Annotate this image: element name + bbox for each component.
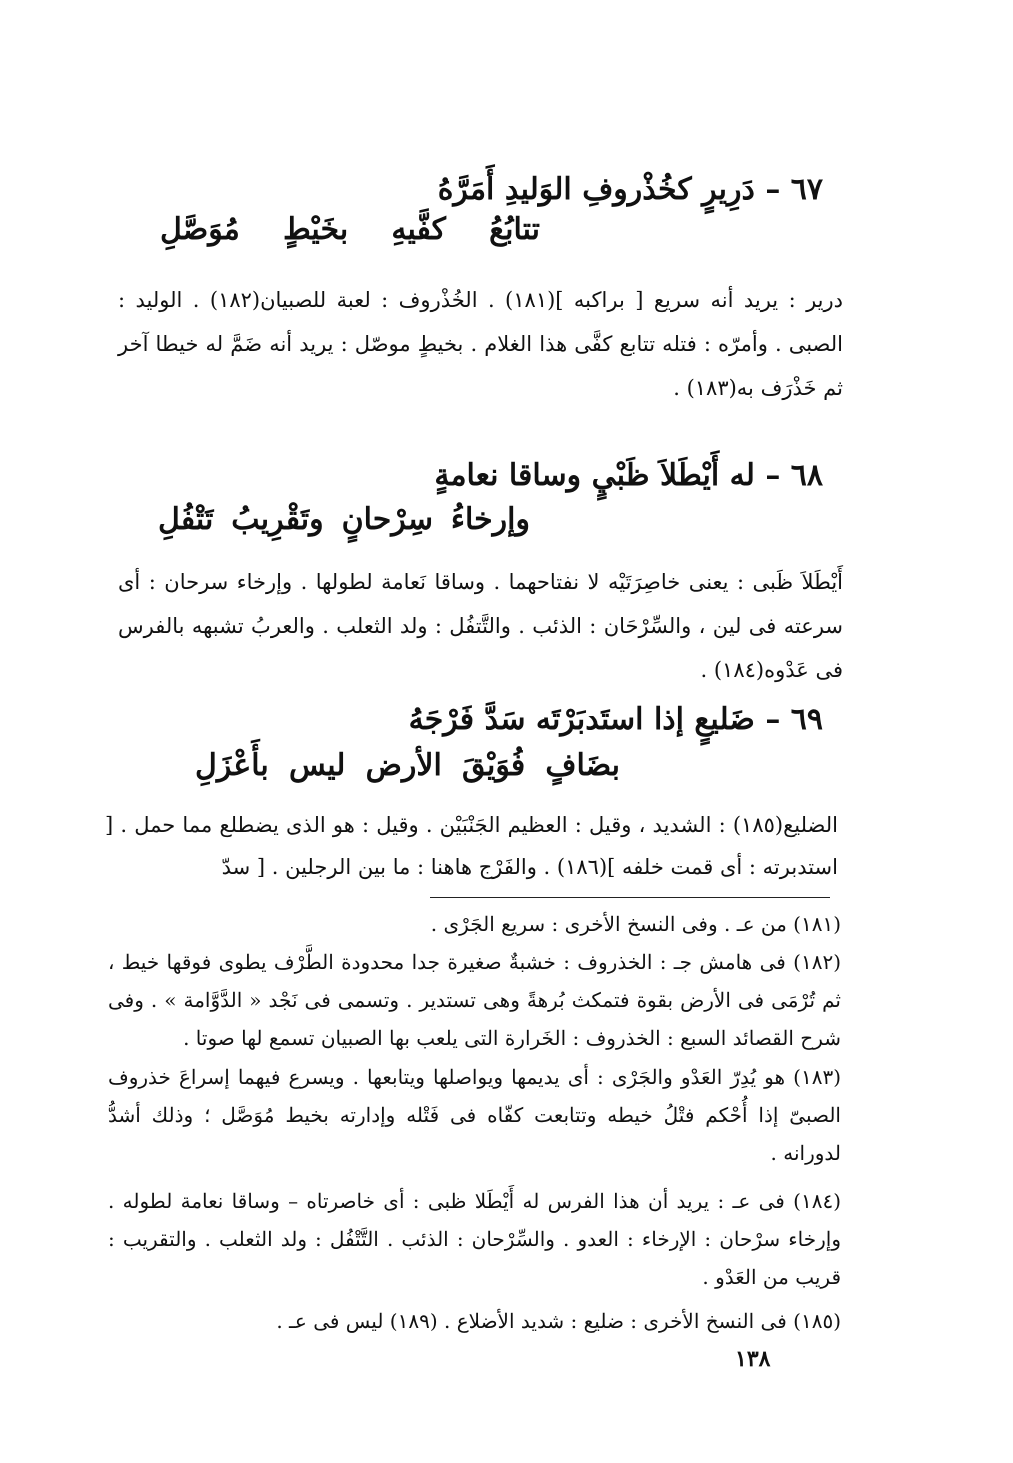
verse-number: ٦٧ – <box>765 172 823 207</box>
word: تتابُعُ <box>489 212 540 247</box>
hemistich-text: دَرِيرٍ كخُذْروفِ الوَليدِ أَمَرَّهُ <box>437 172 755 207</box>
word: وتَقْرِيبُ <box>231 502 324 537</box>
word: بخَيْطٍ <box>282 212 349 247</box>
verse-68-second-hemistich <box>158 502 530 537</box>
verse-69-first-hemistich <box>409 702 823 737</box>
word: الأرض <box>365 748 442 783</box>
verse-68-first-hemistich <box>434 458 823 493</box>
word: بضَافٍ <box>545 748 620 783</box>
footnote-separator <box>430 897 830 898</box>
word: بأَعْزَلِ <box>195 748 269 783</box>
footnote-181: (١٨١) من عـ . وفى النسخ الأخرى : سريع الجَرْى . <box>430 912 841 936</box>
hemistich-text: ضَليعٍ إذا استَدبَرْتَه سَدَّ فَرْجَهُ <box>408 702 755 737</box>
word: تَتْفُلِ <box>158 502 214 537</box>
word: سِرْحانٍ <box>341 502 433 537</box>
word: فُوَيْقَ <box>461 748 526 783</box>
word: ليس <box>288 748 346 783</box>
verse-69-commentary: الضليع(١٨٥) : الشديد ، وقيل : العظيم الجَنْبَيْن . وقيل : هو الذى يضطلع مما حمل . [ استدبرته : أى قمت خلفه ](١٨٦) . والفَرْج هاهنا : ما بين الرجلين . [ سدّ <box>105 813 838 879</box>
page-number: ١٣٨ <box>735 1346 771 1372</box>
word: وإرخاءُ <box>450 502 530 537</box>
footnote-184: (١٨٤) فى عـ : يريد أن هذا الفرس له أَيْطَلا ظبى : أى خاصرتاه – وساقا نعامة لطوله . وإرخاء سرْحان : الإرخاء : العدو . والسِّرْحان : الذئب . التَّتْفُل : ولد الثعلب . والتقريب : قريب من العَدْو . <box>108 1189 841 1289</box>
verse-67-commentary: درير : يريد أنه سريع [ براكبه ](١٨١) . الخُذْروف : لعبة للصبيان(١٨٢) . الوليد : الصبى . وأمرّه : فتله تتابع كفَّى هذا الغلام . بخيطٍ موصّل : يريد أنه ضَمَّ له خيطا آخر ثم خَذْرَف به(١٨٣) . <box>118 288 844 400</box>
verse-number: ٦٩ – <box>765 702 823 737</box>
footnote-183: (١٨٣) هو يُدِرّ العَدْو والجَرْى : أى يديمها ويواصلها ويتابعها . ويسرع فيهما إسراعَ خذروف الصبىّ إذا أُحْكم فتْلُ خيطه وتتابعت كفّاه فى فَتْله وإدارته بخيط مُوَصَّل ؛ وذلك أشدُّ لدورانه . <box>108 1065 841 1165</box>
verse-67-second-hemistich <box>160 212 540 247</box>
footnote-185: (١٨٥) فى النسخ الأخرى : ضليع : شديد الأضلاع . (١٨٩) ليس فى عـ . <box>276 1309 841 1333</box>
footnote-182: (١٨٢) فى هامش جـ : الخذروف : خشبةٌ صغيرة جدا محدودة الطَّرْف يطوى فوقها خيط ، ثم تُرْمَى فى الأرض بقوة فتمكث بُرهةً وهى تستدير . وتسمى فى نَجْد « الدَّوَّامة » . وفى شرح القصائد السبع : الخذروف : الخَرارة التى يلعب بها الصبيان تسمع لها صوتا . <box>108 950 841 1050</box>
word: مُوَصَّلِ <box>160 212 240 247</box>
verse-69-second-hemistich <box>195 748 620 783</box>
hemistich-text: له أَيْطَلاَ ظَبْيٍ وساقا نعامةٍ <box>434 458 755 493</box>
word: كفَّيهِ <box>391 212 446 247</box>
verse-67-first-hemistich <box>438 172 823 207</box>
verse-number: ٦٨ – <box>765 458 823 493</box>
verse-68-commentary: أَيْطَلاَ ظَبى : يعنى خاصِرَتَيْه لا نفتاحهما . وساقا نَعامة لطولها . وإرخاء سرحان : أى سرعته فى لين ، والسِّرْحَان : الذئب . والتَّتفُل : ولد الثعلب . والعربُ تشبهه بالفرس فى عَدْوه(١٨٤) . <box>118 570 843 682</box>
